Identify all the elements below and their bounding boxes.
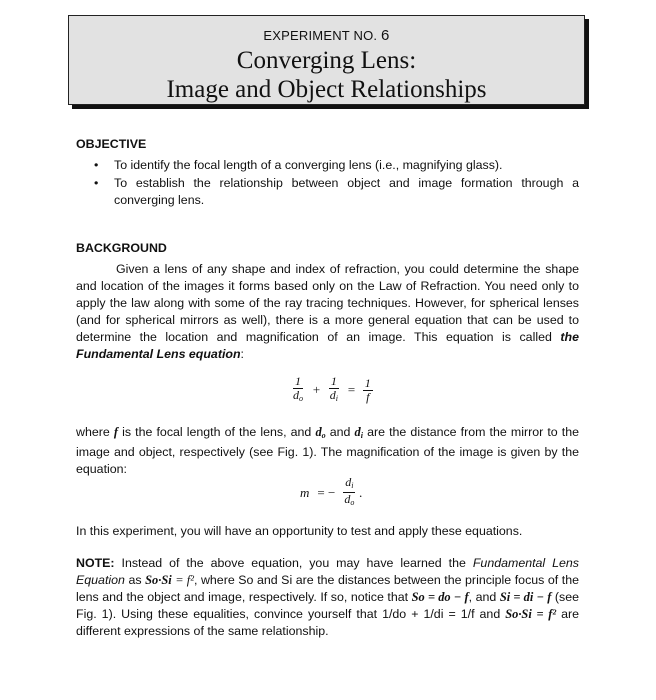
period: . <box>359 484 363 500</box>
note-paragraph <box>76 555 579 640</box>
so-si-expression: So·Si <box>145 573 172 587</box>
lens-equation <box>290 375 374 405</box>
equals-minus: = − <box>317 484 336 500</box>
text: , and <box>468 590 497 604</box>
d-symbol: d <box>293 388 299 402</box>
magnification-equation <box>298 476 365 509</box>
numerator: 1 <box>295 374 301 388</box>
text: , where So and Si are the distances between the principle focus of the lens and the object and image, respectively. If so, notice that <box>76 573 580 604</box>
denominator-do <box>291 389 305 405</box>
background-paragraph <box>76 261 579 363</box>
subscript-i: i <box>360 431 363 440</box>
symbol-d: d <box>354 425 361 439</box>
fundamental-lens-equation-term: Fundamental Lens Equation <box>76 556 580 587</box>
experiment-paragraph: In this experiment, you will have an opportunity to test and apply these equations. <box>76 524 523 538</box>
fraction-1-over-di <box>328 375 340 405</box>
text: are the distance from the mirror to the image and object, respectively (see Fig. 1). The magnification of the image is given by the equation: <box>76 425 579 476</box>
objective-item: • To identify the focal length of a converging lens (i.e., magnifying glass). <box>76 157 579 174</box>
background-text: Given a lens of any shape and index of refraction, you could determine the shape and location of the images it forms based only on the Law of Refraction. You need only to apply the law along with some of the ray tracing techniques. However, for spherical lenses (and for spherical mirrors as well), there is a more general equation that can be used to determine the location and magnification of an image. This equation is called <box>76 262 579 344</box>
d-symbol: d <box>344 492 351 506</box>
objective-list <box>76 157 579 209</box>
experiment-number-line <box>69 27 584 44</box>
subscript-o: o <box>350 498 355 507</box>
note-label: NOTE: <box>76 556 115 570</box>
fraction-1-over-do <box>291 375 305 405</box>
d-symbol: d <box>345 475 352 489</box>
numerator: 1 <box>330 374 337 388</box>
fraction-di-over-do <box>342 476 356 509</box>
text: is the focal length of the lens, and <box>122 425 312 439</box>
numerator-di <box>343 476 355 493</box>
denominator-do <box>342 493 356 509</box>
fraction-1-over-f <box>363 377 373 404</box>
so-equality: So = do − f <box>411 590 469 604</box>
title-box <box>68 15 585 105</box>
denominator-f: f <box>366 389 370 404</box>
objective-heading: OBJECTIVE <box>76 137 147 151</box>
objective-item: • To establish the relationship between object and image formation through a converging lens. <box>76 175 579 209</box>
title-line-1: Converging Lens: <box>236 47 417 74</box>
plus-sign: + <box>312 382 321 397</box>
text: Instead of the above equation, you may have learned the <box>121 556 466 570</box>
subscript-o: o <box>321 431 326 440</box>
si-equality: Si = di − f <box>499 590 552 604</box>
subscript-i: i <box>351 481 354 490</box>
experiment-number: 6 <box>381 27 390 44</box>
title-line-2: Image and Object Relationships <box>166 76 487 103</box>
so-si-expression: So·Si = f² <box>505 607 557 621</box>
text: and <box>329 425 351 439</box>
subscript-i: i <box>335 394 339 403</box>
text: (see Fig. 1). Using these equalities, convince yourself that 1/do + 1/di = 1/f and <box>76 590 579 621</box>
equals-f-squared: = f² <box>175 573 194 587</box>
symbol-f: f <box>113 425 118 439</box>
text: where <box>76 425 110 439</box>
m-symbol: m <box>300 484 310 500</box>
symbol-d: d <box>315 425 322 439</box>
experiment-label: EXPERIMENT NO. <box>263 28 378 43</box>
d-symbol: d <box>329 388 336 402</box>
numerator: 1 <box>364 375 371 390</box>
fundamental-lens-term: the Fundamental Lens equation <box>76 330 579 361</box>
subscript-o: o <box>299 394 303 403</box>
text: are different expressions of the same relationship. <box>76 607 579 638</box>
text: as <box>128 573 142 587</box>
background-heading: BACKGROUND <box>76 241 167 255</box>
where-paragraph <box>76 424 579 478</box>
equals-sign: = <box>347 382 356 397</box>
colon: : <box>240 347 244 361</box>
denominator-di <box>328 389 340 405</box>
